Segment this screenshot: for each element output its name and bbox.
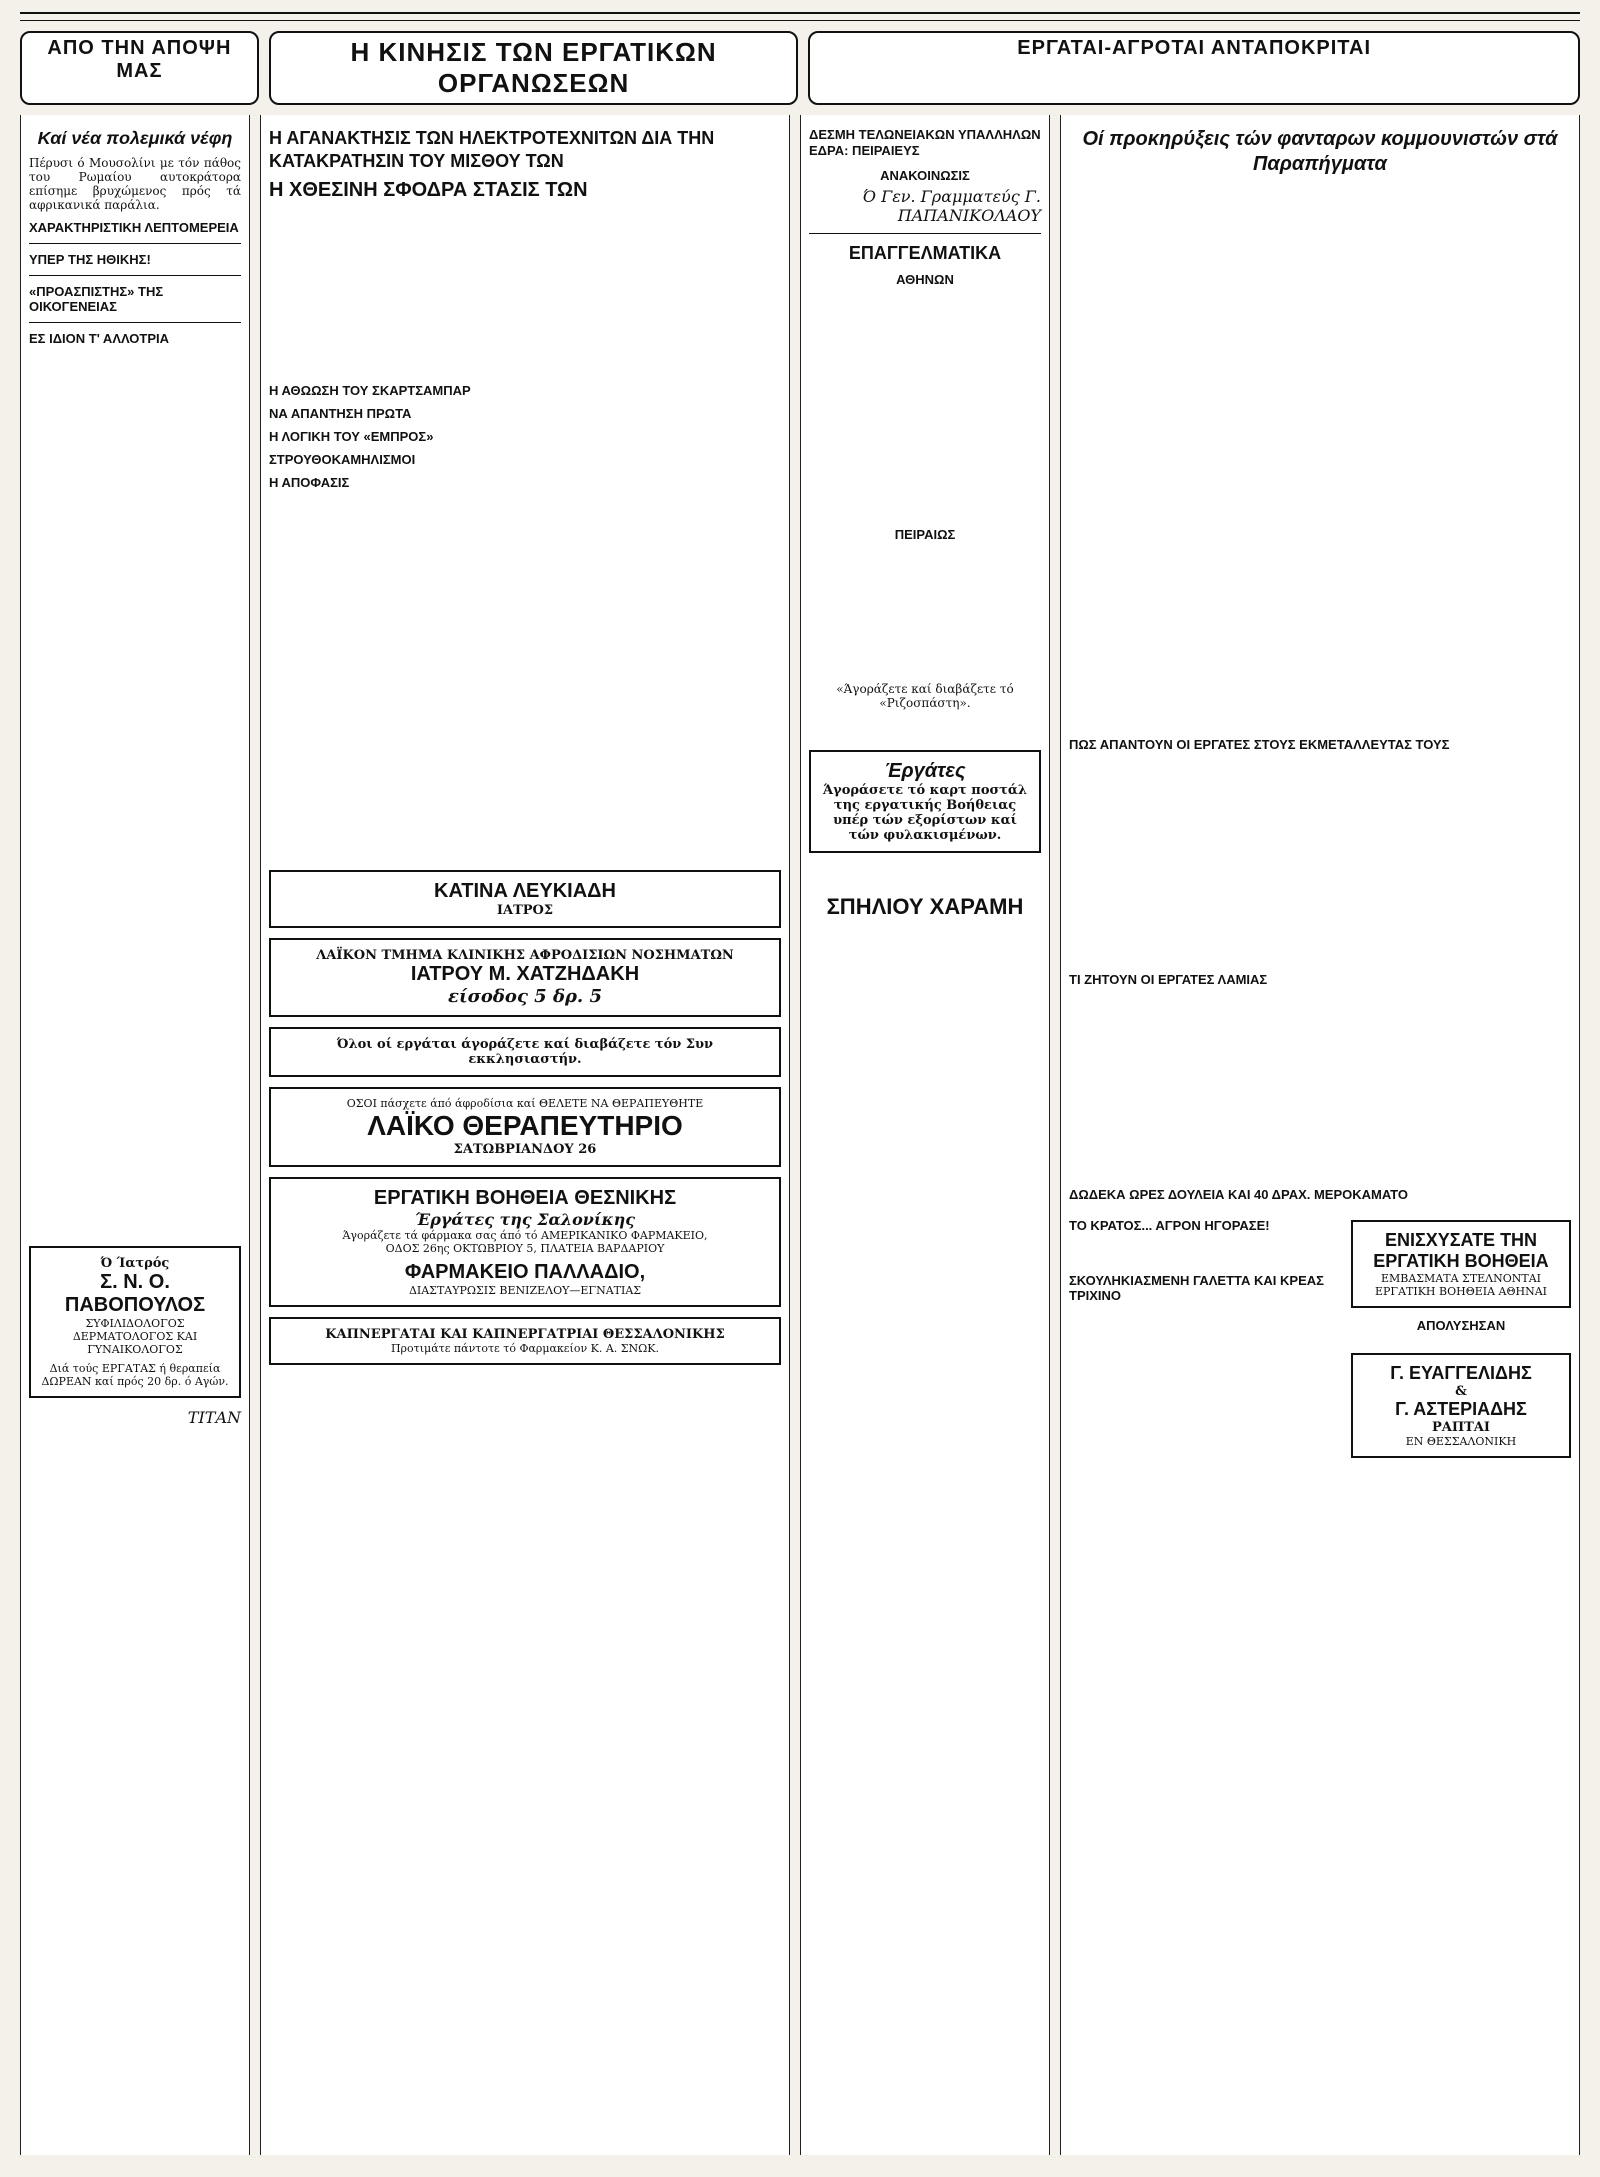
big-ad-2 (269, 1177, 781, 1307)
bottom-box (269, 1317, 781, 1365)
big-ad-2-line: Άγοράζετε τά φάρμακα σας άπό τό ΑΜΕΡΙΚΑΝΙΚΟ ΦΑΡΜΑΚΕΙΟ, (342, 1229, 708, 1242)
support-box-small: ΕΜΒΑΣΜΑΤΑ ΣΤΕΛΝΟΝΤΑΙ ΕΡΓΑΤΙΚΗ ΒΟΗΘΕΙΑ ΑΘΗΝΑΙ (1375, 1272, 1547, 1298)
right-column (1060, 115, 1580, 2155)
tailors-line-1: Γ. ΕΥΑΓΓΕΛΙΔΗΣ (1390, 1363, 1532, 1383)
athenai-head: ΑΘΗΝΩΝ (896, 272, 954, 287)
big-ad-2-ph2: ΦΑΡΜΑΚΕΙΟ ΠΑΛΛΑΔΙΟ, (404, 1261, 646, 1283)
union-sub: ΑΝΑΚΟΙΝΩΣΙΣ (880, 167, 970, 183)
center-sub-5: Η ΑΠΟΦΑΣΙΣ (269, 475, 350, 490)
tailors-line-2: Γ. ΑΣΤΕΡΙΑΔΗΣ (1395, 1399, 1527, 1419)
doctor-ad (29, 1246, 241, 1398)
union-head: ΔΕΣΜΗ ΤΕΛΩΝΕΙΑΚΩΝ ΥΠΑΛΛΗΛΩΝ ΕΔΡΑ: ΠΕΙΡΑΙΕΥΣ (809, 127, 1041, 159)
right-banner: ΕΡΓΑΤΑΙ-ΑΓΡΟΤΑΙ ΑΝΤΑΠΟΚΡΙΤΑΙ (808, 31, 1580, 105)
center-sub-4: ΣΤΡΟΥΘΟΚΑΜΗΛΙΣΜΟΙ (269, 452, 416, 467)
right-head-2: ΤΙ ΖΗΤΟΥΝ ΟΙ ΕΡΓΑΤΕΣ ΛΑΜΙΑΣ (1069, 972, 1268, 987)
doctor-spec: ΣΥΦΙΛΙΔΟΛΟΓΟΣ ΔΕΡΜΑΤΟΛΟΓΟΣ ΚΑΙ ΓΥΝΑΙΚΟΛΟΓΟΣ (72, 1317, 198, 1357)
right-head-4: ΤΟ ΚΡΑΤΟΣ... ΑΓΡΟΝ ΗΓΟΡΑΣΕ! (1069, 1218, 1270, 1233)
center-head-2: Η ΧΘΕΣΙΝΗ ΣΦΟΔΡΑ ΣΤΑΣΙΣ ΤΩΝ (269, 179, 588, 201)
union-signature: Ό Γεν. Γραμματεύς Γ. ΠΑΠΑΝΙΚΟΛΑΟΥ (862, 186, 1041, 225)
big-ad-1-title: ΛΑΪΚΟ ΘΕΡΑΠΕΥΤΗΡΙΟ (367, 1110, 683, 1141)
doctor-pre: Ό Ίατρός (100, 1256, 170, 1272)
tailors-box (1351, 1353, 1571, 1458)
big-ad-1-pre: ΟΣΟΙ πάσχετε άπό άφροδίσια καί ΘΕΛΕΤΕ ΝΑ ΘΕΡΑΠΕΥΘΗΤΕ (346, 1097, 704, 1110)
rizospastis-note: «Άγοράζετε καί διαβάζετε τό «Ριζοσπάστη». (836, 682, 1014, 711)
bottom-box-line: Προτιμάτε πάντοτε τό Φαρμακείον Κ. Α. ΣΝΩΚ. (390, 1342, 660, 1355)
peiraios-head: ΠΕΙΡΑΙΩΣ (894, 527, 956, 542)
center-sub-1: Η ΑΘΩΩΣΗ ΤΟΥ ΣΚΑΡΤΣΑΜΠΑΡ (269, 383, 471, 398)
postcard-box-text: Άγοράσετε τό καρτ ποστάλ της εργατικής Βοήθειας υπέρ τών εξορίστων καί τών φυλακισμένων. (823, 783, 1027, 844)
right-head-3: ΔΩΔΕΚΑ ΩΡΕΣ ΔΟΥΛΕΙΑ ΚΑΙ 40 ΔΡΑΧ. ΜΕΡΟΚΑΜΑΤΟ (1069, 1187, 1408, 1202)
right-head-1: ΠΩΣ ΑΠΑΝΤΟΥΝ ΟΙ ΕΡΓΑΤΕΣ ΣΤΟΥΣ ΕΚΜΕΤΑΛΛΕΥΤΑΣ ΤΟΥΣ (1069, 737, 1450, 752)
support-box (1351, 1220, 1571, 1308)
divider (809, 233, 1041, 234)
support-box-text: ΕΝΙΣΧΥΣΑΤΕ ΤΗΝ ΕΡΓΑΤΙΚΗ ΒΟΗΘΕΙΑ (1373, 1230, 1549, 1271)
left-head-1: ΧΑΡΑΚΤΗΡΙΣΤΙΚΗ ΛΕΠΤΟΜΕΡΕΙΑ (29, 220, 239, 236)
center-column (260, 115, 790, 2155)
apolysis-head: ΑΠΟΛΥΣΗΣΑΝ (1416, 1318, 1506, 1333)
center-ad-left (269, 870, 781, 928)
tailors-line-3: ΡΑΠΤΑΙ (1432, 1420, 1490, 1435)
workers-box-text: Όλοι οί εργάται άγοράζετε καί διαβάζετε τόν Συν εκκλησιαστήν. (336, 1037, 714, 1067)
left-signature: ΤΙΤΑΝ (187, 1408, 241, 1428)
left-column (20, 115, 250, 2155)
newspaper-page (20, 12, 1580, 2142)
clinic-line-3: είσοδος 5 δρ. 5 (448, 986, 602, 1007)
clinic-line-1: ΛΑΪΚΟΝ ΤΜΗΜΑ ΚΛΙΝΙΚΗΣ ΑΦΡΟΔΙΣΙΩΝ ΝΟΣΗΜΑΤΩΝ (316, 948, 734, 963)
ad-doctor-name: ΚΑΤΙΝΑ ΛΕΥΚΙΑΔΗ (434, 880, 616, 902)
right-head-5: ΣΚΟΥΛΗΚΙΑΣΜΕΝΗ ΓΑΛΕΤΤΑ ΚΑΙ ΚΡΕΑΣ ΤΡΙΧΙΝΟ (1069, 1273, 1324, 1303)
big-ad-1 (269, 1087, 781, 1167)
divider (29, 275, 241, 276)
doctor-spiliou: ΣΠΗΛΙΟΥ ΧΑΡΑΜΗ (826, 894, 1024, 920)
big-ad-2-title: ΕΡΓΑΤΙΚΗ ΒΟΗΘΕΙΑ ΘΕΣΝΙΚΗΣ (373, 1187, 677, 1209)
epag-title: ΕΠΑΓΓΕΛΜΑΤΙΚΑ (848, 242, 1002, 263)
right-mid-column (800, 115, 1050, 2155)
center-banner: Η ΚΙΝΗΣΙΣ ΤΩΝ ΕΡΓΑΤΙΚΩΝ ΟΡΓΑΝΩΣΕΩΝ (269, 31, 798, 105)
postcard-box-title: Έργάτες (884, 760, 966, 783)
clinic-line-2: ΙΑΤΡΟΥ Μ. ΧΑΤΖΗΔΑΚΗ (410, 963, 640, 985)
center-ad-right (269, 938, 781, 1017)
banner-row (20, 31, 1580, 105)
big-ad-2-ph2addr: ΔΙΑΣΤΑΥΡΩΣΙΣ ΒΕΝΙΖΕΛΟΥ—ΕΓΝΑΤΙΑΣ (408, 1284, 642, 1297)
big-ad-2-addr: ΟΔΟΣ 26ης ΟΚΤΩΒΡΙΟΥ 5, ΠΛΑΤΕΙΑ ΒΑΡΔΑΡΙΟΥ (385, 1242, 665, 1255)
left-head-2: ΥΠΕΡ ΤΗΣ ΗΘΙΚΗΣ! (29, 252, 151, 268)
doctor-note: Διά τούς ΕΡΓΑΤΑΣ ή θεραπεία ΔΩΡΕΑΝ καί πρός 20 δρ. ό Αγών. (41, 1362, 229, 1389)
left-head-4: ΕΣ ΙΔΙΟΝ Τ' ΑΛΛΟΤΡΙΑ (29, 331, 170, 347)
top-rule (20, 12, 1580, 21)
bottom-box-title: ΚΑΠΝΕΡΓΑΤΑΙ ΚΑΙ ΚΑΠΝΕΡΓΑΤΡΙΑΙ ΘΕΣΣΑΛΟΝΙΚΗΣ (325, 1327, 725, 1342)
right-subcols (1069, 1210, 1571, 1468)
left-banner: ΑΠΟ ΤΗΝ ΑΠΟΨΗ ΜΑΣ (20, 31, 259, 105)
left-intro (29, 156, 241, 213)
left-title: Καί νέα πολεμικά νέφη (37, 128, 233, 148)
divider (29, 243, 241, 244)
divider (29, 322, 241, 323)
right-subcol-right (1351, 1210, 1571, 1468)
ad-doctor-role: ΙΑΤΡΟΣ (496, 903, 554, 918)
big-ad-2-subtitle: Έργάτες της Σαλονίκης (415, 1210, 635, 1229)
right-subcol-left (1069, 1210, 1341, 1468)
tailors-line-4: ΕΝ ΘΕΣΣΑΛΟΝΙΚΗ (1405, 1435, 1517, 1448)
center-sub-2: ΝΑ ΑΠΑΝΤΗΣΗ ΠΡΩΤΑ (269, 406, 412, 421)
left-head-3: «ΠΡΟΑΣΠΙΣΤΗΣ» ΤΗΣ ΟΙΚΟΓΕΝΕΙΑΣ (29, 284, 164, 315)
workers-box (269, 1027, 781, 1077)
doctor-name: Σ. Ν. Ο. ΠΑΒΟΠΟΥΛΟΣ (64, 1271, 206, 1317)
tailors-amp: & (1455, 1384, 1467, 1399)
center-head-1: Η ΑΓΑΝΑΚΤΗΣΙΣ ΤΩΝ ΗΛΕΚΤΡΟΤΕΧΝΙΤΩΝ ΔΙΑ ΤΗΝ ΚΑΤΑΚΡΑΤΗΣΙΝ ΤΟΥ ΜΙΣΘΟΥ ΤΩΝ (269, 128, 715, 171)
postcard-box (809, 750, 1041, 853)
center-sub-3: Η ΛΟΓΙΚΗ ΤΟΥ «ΕΜΠΡΟΣ» (269, 429, 434, 444)
left-para-1: Πέρυσι ό Μουσολίνι με τόν πάθος του Ρωμαίου αυτοκράτορα επίσημε βρυχώμενος πρός τά αφρικανικά παράλια. (29, 155, 241, 212)
big-ad-1-addr: ΣΑΤΩΒΡΙΑΝΔΟΥ 26 (453, 1142, 597, 1157)
content-columns (20, 115, 1580, 2155)
right-title: Οί προκηρύξεις τών φανταρων κομμουνιστών στά Παραπήγματα (1082, 128, 1558, 175)
